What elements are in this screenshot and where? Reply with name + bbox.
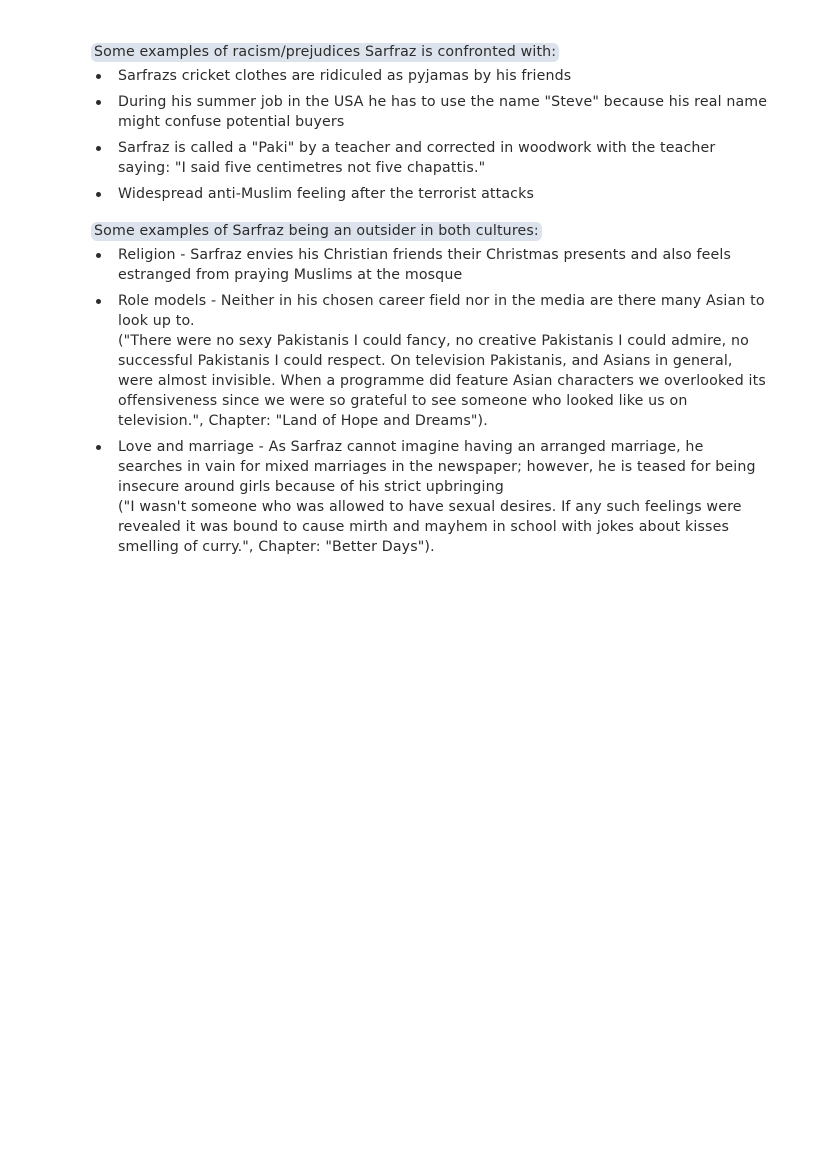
list-item [94, 92, 768, 132]
section-racism-examples [94, 42, 768, 204]
list-item-text: Love and marriage - As Sarfraz cannot imagine having an arranged marriage, he searches in vain for mixed marriages in the newspaper; however, he is teased for being insecure around girls because of his strict upbringing [118, 439, 756, 495]
section-outsider-examples [94, 221, 768, 557]
bullet-list [94, 245, 768, 557]
list-item [94, 245, 768, 285]
list-item-text: Sarfrazs cricket clothes are ridiculed as pyjamas by his friends [118, 68, 572, 84]
list-item-quote: ("I wasn't someone who was allowed to have sexual desires. If any such feelings were revealed it was bound to cause mirth and mayhem in school with jokes about kisses smelling of curry.", Chapter: "Better Days"). [118, 499, 742, 555]
list-item [94, 138, 768, 178]
section-heading: Some examples of racism/prejudices Sarfraz is confronted with: [91, 43, 559, 62]
list-item-quote: ("There were no sexy Pakistanis I could fancy, no creative Pakistanis I could admire, no successful Pakistanis I could respect. On television Pakistanis, and Asians in general, were almost invisible. When a programme did feature Asian characters we overlooked its offensiveness since we were so grateful to see someone who looked like us on television.", Chapter: "Land of Hope and Dreams"). [118, 333, 766, 429]
list-item [94, 66, 768, 86]
list-item [94, 184, 768, 204]
bullet-list [94, 66, 768, 204]
list-item-text: During his summer job in the USA he has to use the name "Steve" because his real name might confuse potential buyers [118, 94, 768, 130]
section-heading: Some examples of Sarfraz being an outsider in both cultures: [91, 222, 542, 241]
list-item-text: Widespread anti-Muslim feeling after the terrorist attacks [118, 186, 535, 202]
list-item-text: Role models - Neither in his chosen career field nor in the media are there many Asian to look up to. [118, 293, 765, 329]
list-item-text: Religion - Sarfraz envies his Christian friends their Christmas presents and also feels estranged from praying Muslims at the mosque [118, 247, 731, 283]
list-item-text: Sarfraz is called a "Paki" by a teacher and corrected in woodwork with the teacher saying: "I said five centimetres not five chapattis." [118, 140, 716, 176]
list-item [94, 437, 768, 557]
list-item [94, 291, 768, 431]
